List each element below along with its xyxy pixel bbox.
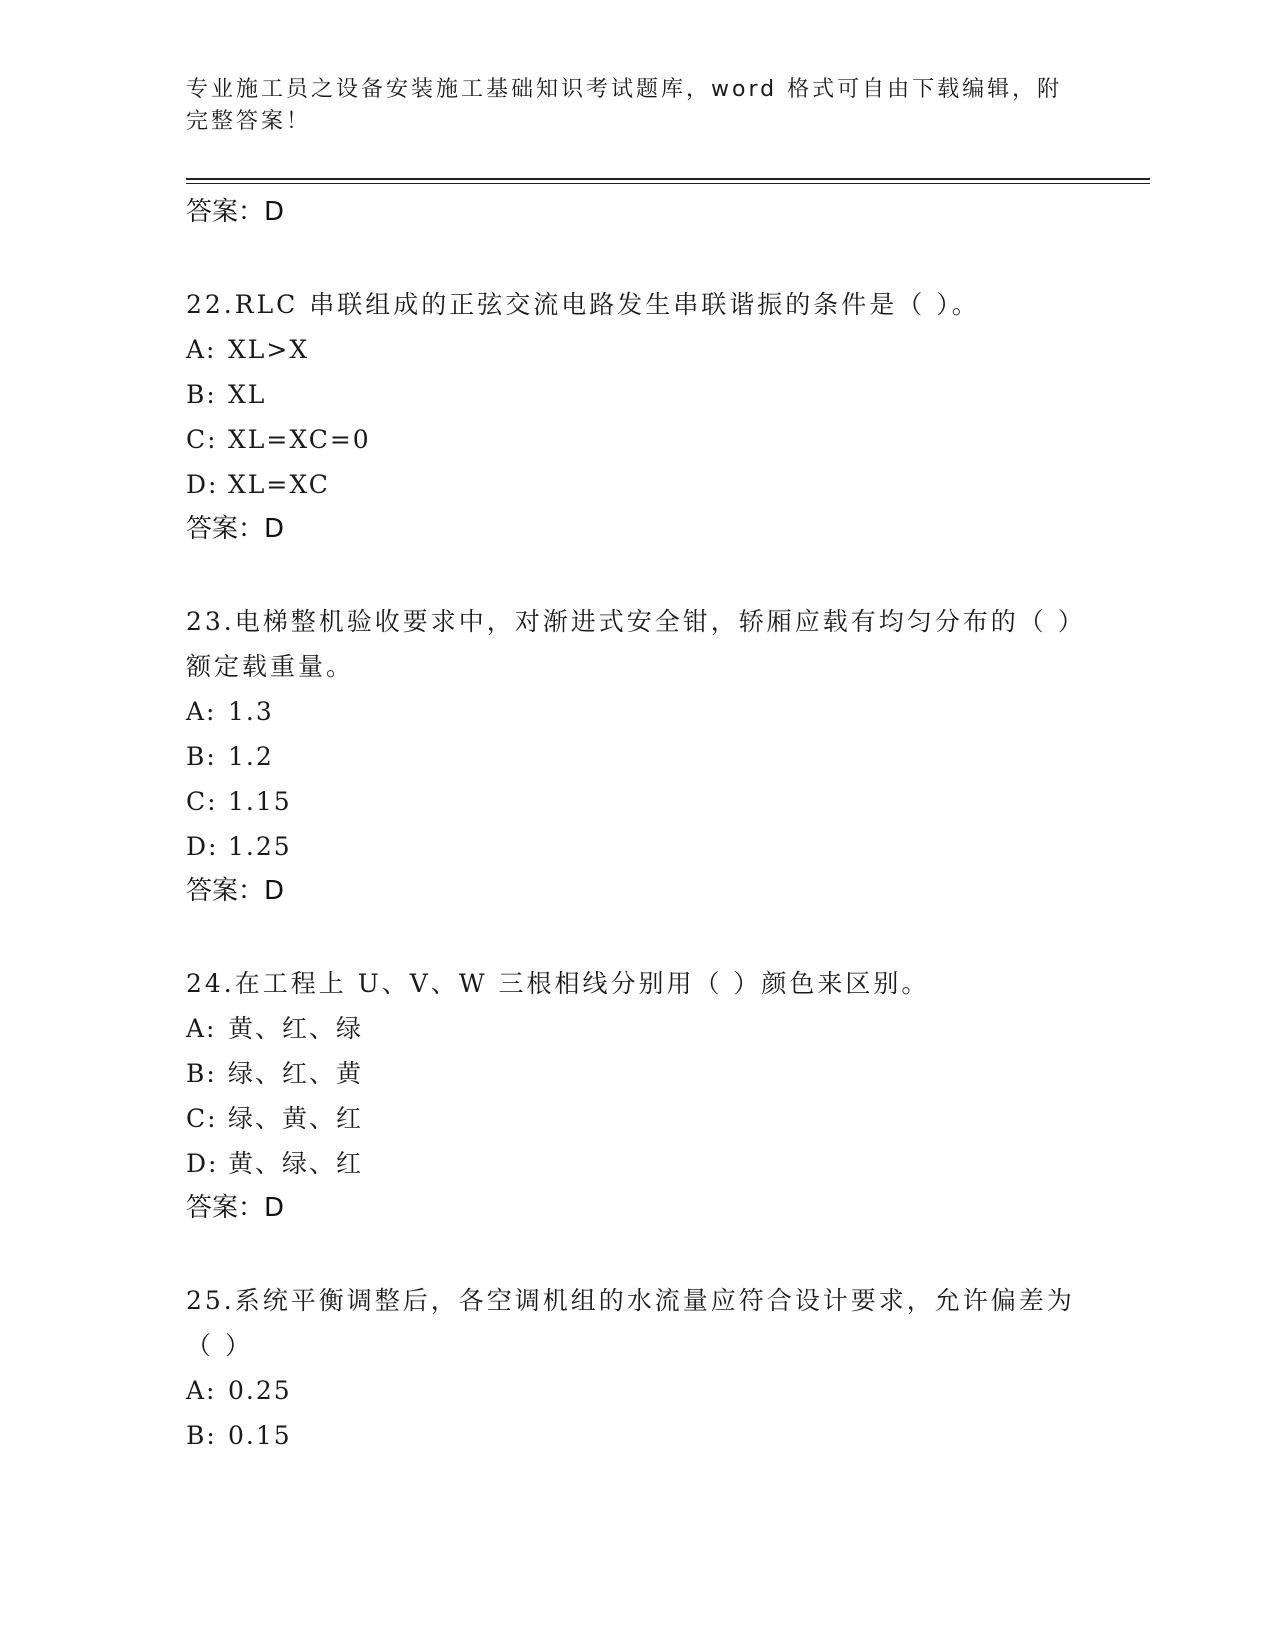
option-text: 1.3 <box>228 697 274 726</box>
option-text: 0.15 <box>228 1421 292 1450</box>
option-text: XL=XC <box>228 470 330 499</box>
option-key: B: <box>186 742 217 771</box>
answer-line: 答案：D <box>186 514 285 544</box>
option-key: C: <box>186 425 218 454</box>
option-b <box>186 1413 1086 1458</box>
header-note: 专业施工员之设备安装施工基础知识考试题库，word 格式可自由下载编辑，附完整答案！ <box>186 77 1063 134</box>
option-d <box>186 462 1086 507</box>
option-key: C: <box>186 787 218 816</box>
option-key: A: <box>186 335 217 364</box>
option-text: 黄、红、绿 <box>228 1014 364 1043</box>
answer-line: 答案：D <box>186 1193 285 1223</box>
question-text: 23.电梯整机验收要求中，对渐进式安全钳，轿厢应载有均匀分布的（ ）额定载重量。 <box>186 607 1086 681</box>
option-a <box>186 689 1086 734</box>
option-key: D: <box>186 1149 219 1178</box>
option-text: 绿、红、黄 <box>228 1059 364 1088</box>
option-key: D: <box>186 470 219 499</box>
option-key: B: <box>186 1059 217 1088</box>
option-c <box>186 1096 1086 1141</box>
option-text: XL>X <box>228 335 310 364</box>
option-key: B: <box>186 1421 217 1450</box>
option-key: A: <box>186 1376 217 1405</box>
question-text: 25.系统平衡调整后，各空调机组的水流量应符合设计要求，允许偏差为（ ） <box>186 1286 1075 1360</box>
option-text: 1.15 <box>228 787 292 816</box>
option-key: A: <box>186 697 217 726</box>
answer-line: 答案：D <box>186 197 285 227</box>
option-c <box>186 417 1086 462</box>
question-list <box>186 190 1086 1458</box>
header-divider-thin <box>186 183 1150 184</box>
option-a <box>186 1006 1086 1051</box>
option-a <box>186 1368 1086 1413</box>
option-key: C: <box>186 1104 218 1133</box>
option-text: 0.25 <box>228 1376 292 1405</box>
option-text: XL=XC=0 <box>228 425 371 454</box>
header-divider <box>186 178 1150 180</box>
question-text: 24.在工程上 U、V、W 三根相线分别用（ ）颜色来区别。 <box>186 969 930 998</box>
option-d <box>186 824 1086 869</box>
option-key: D: <box>186 832 219 861</box>
option-text: XL <box>228 380 267 409</box>
option-d <box>186 1141 1086 1186</box>
option-b <box>186 1051 1086 1096</box>
option-a <box>186 327 1086 372</box>
answer-line: 答案：D <box>186 876 285 906</box>
option-key: A: <box>186 1014 217 1043</box>
option-b <box>186 372 1086 417</box>
option-key: B: <box>186 380 217 409</box>
option-text: 1.2 <box>228 742 274 771</box>
option-text: 1.25 <box>228 832 292 861</box>
question-text: 22.RLC 串联组成的正弦交流电路发生串联谐振的条件是（ ）。 <box>186 290 980 319</box>
option-text: 绿、黄、红 <box>228 1104 364 1133</box>
option-text: 黄、绿、红 <box>228 1149 364 1178</box>
option-c <box>186 779 1086 824</box>
option-b <box>186 734 1086 779</box>
